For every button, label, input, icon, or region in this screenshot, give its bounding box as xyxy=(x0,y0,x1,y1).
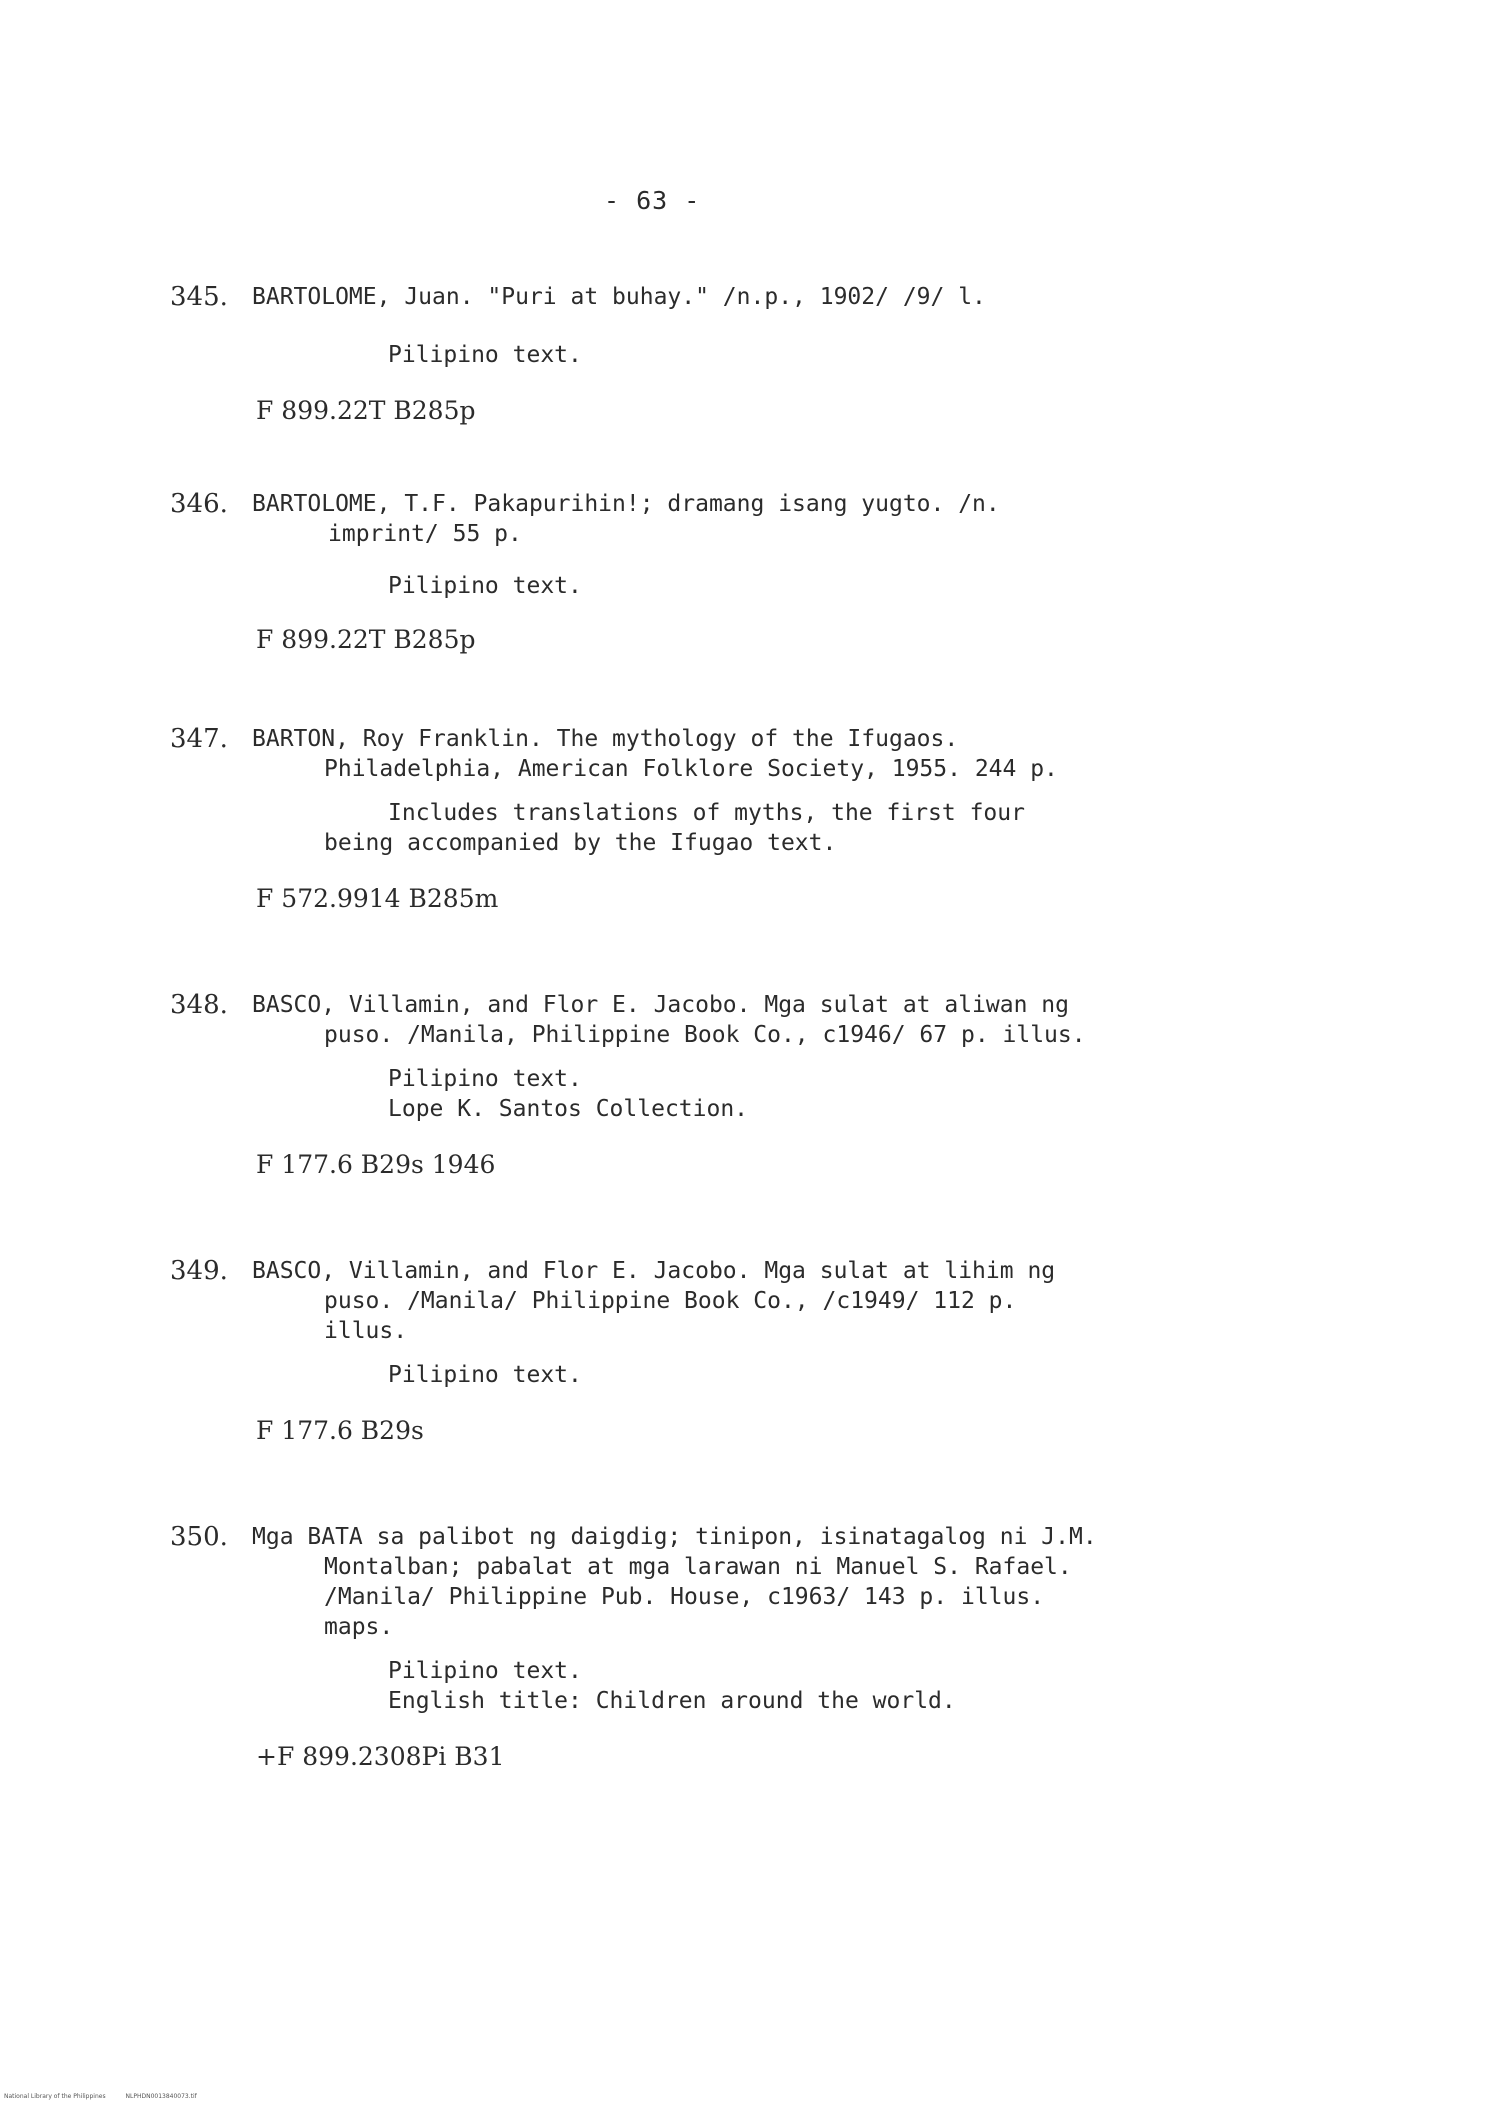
footer-source: National Library of the Philippines xyxy=(4,2093,106,2100)
citation-line: puso. /Manila/ Philippine Book Co., /c1949/ 112 p. xyxy=(324,1288,1017,1314)
bibliography-entry xyxy=(170,489,1170,655)
entry-citation xyxy=(252,1256,1170,1346)
note-line: Pilipino text. xyxy=(388,573,582,599)
entry-number: 349. xyxy=(170,1256,228,1286)
page-number: - 63 - xyxy=(604,186,701,215)
citation-line: BASCO, Villamin, and Flor E. Jacobo. Mga sulat at aliwan ng xyxy=(252,992,1069,1018)
note-line: Pilipino text. xyxy=(388,1658,582,1684)
citation-line: puso. /Manila, Philippine Book Co., c1946/ 67 p. illus. xyxy=(324,1022,1086,1048)
entry-citation xyxy=(252,489,1170,549)
call-number: F 177.6 B29s 1946 xyxy=(256,1150,496,1179)
entry-number: 347. xyxy=(170,724,228,754)
note-line: being accompanied by the Ifugao text. xyxy=(324,830,837,856)
entry-number: 345. xyxy=(170,282,228,312)
citation-line: BARTOLOME, T.F. Pakapurihin!; dramang isang yugto. /n. xyxy=(252,491,1000,517)
citation-line: Montalban; pabalat at mga larawan ni Manuel S. Rafael. xyxy=(324,1554,1072,1580)
note-line: Includes translations of myths, the first four xyxy=(388,800,1025,826)
bibliography-entry xyxy=(170,724,1170,914)
call-number: F 572.9914 B285m xyxy=(256,884,499,913)
bibliography-entry xyxy=(170,990,1170,1180)
citation-line: /Manila/ Philippine Pub. House, c1963/ 143 p. illus. xyxy=(324,1584,1045,1610)
citation-line: imprint/ 55 p. xyxy=(328,521,522,547)
footer-filename: NLPHDN0013840073.tif xyxy=(125,2093,197,2100)
entry-notes xyxy=(324,798,1170,858)
entry-citation xyxy=(252,990,1170,1050)
note-line: Lope K. Santos Collection. xyxy=(388,1096,749,1122)
note-line: Pilipino text. xyxy=(388,342,582,368)
bibliography-entry xyxy=(170,1522,1170,1772)
entry-number: 348. xyxy=(170,990,228,1020)
entry-notes xyxy=(388,571,1170,601)
note-line: Pilipino text. xyxy=(388,1066,582,1092)
entry-notes xyxy=(388,340,1170,370)
bibliography-entry xyxy=(170,282,1170,426)
bibliography-entry xyxy=(170,1256,1170,1446)
note-line: Pilipino text. xyxy=(388,1362,582,1388)
note-line: English title: Children around the world. xyxy=(388,1688,956,1714)
citation-line: Philadelphia, American Folklore Society, 1955. 244 p. xyxy=(324,756,1058,782)
entry-citation xyxy=(252,1522,1170,1642)
entry-number: 346. xyxy=(170,489,228,519)
citation-line: Mga BATA sa palibot ng daigdig; tinipon, isinatagalog ni J.M. xyxy=(252,1524,1097,1550)
entry-citation xyxy=(252,282,1170,312)
entry-number: 350. xyxy=(170,1522,228,1552)
scan-footer xyxy=(4,2093,215,2100)
entry-notes xyxy=(388,1064,1170,1124)
citation-line: BARTON, Roy Franklin. The mythology of the Ifugaos. xyxy=(252,726,959,752)
entry-notes xyxy=(388,1656,1170,1716)
citation-line: BASCO, Villamin, and Flor E. Jacobo. Mga sulat at lihim ng xyxy=(252,1258,1056,1284)
call-number: F 177.6 B29s xyxy=(256,1416,424,1445)
call-number: +F 899.2308Pi B31 xyxy=(256,1742,505,1771)
call-number: F 899.22T B285p xyxy=(256,625,476,654)
citation-line: maps. xyxy=(324,1614,394,1640)
citation-line: BARTOLOME, Juan. "Puri at buhay." /n.p., 1902/ /9/ l. xyxy=(252,284,986,310)
entry-notes xyxy=(388,1360,1170,1390)
entry-citation xyxy=(252,724,1170,784)
citation-line: illus. xyxy=(324,1318,408,1344)
call-number: F 899.22T B285p xyxy=(256,396,476,425)
